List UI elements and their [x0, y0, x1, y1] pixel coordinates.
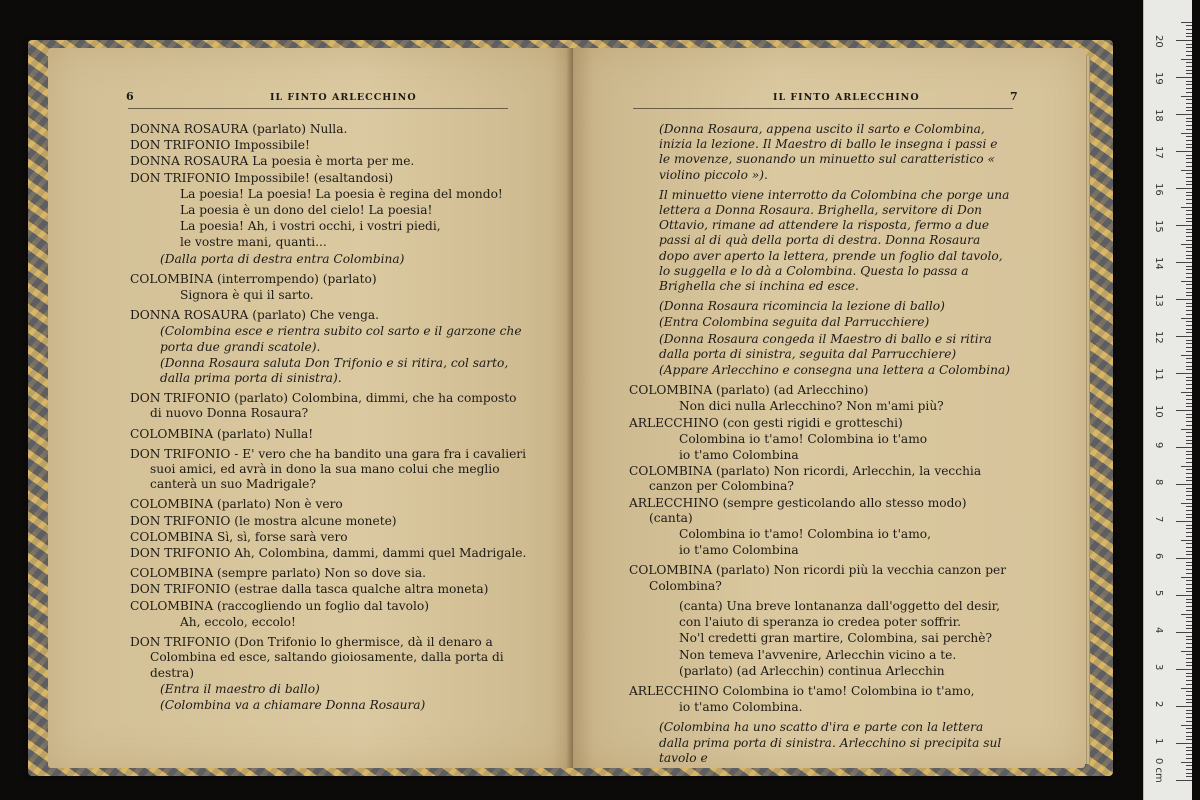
- ruler-tick: [1186, 358, 1192, 359]
- ruler-tick: [1176, 410, 1192, 411]
- ruler-tick: [1186, 155, 1192, 156]
- ruler-tick: [1186, 695, 1192, 696]
- ruler-tick: [1186, 436, 1192, 437]
- ruler-tick: [1186, 44, 1192, 45]
- left-page: [48, 48, 573, 768]
- measuring-ruler: [1143, 0, 1192, 800]
- text-line: (canta) Una breve lontananza dall'oggetto del desir,: [679, 598, 1001, 613]
- ruler-tick: [1186, 162, 1192, 163]
- ruler-tick: [1186, 514, 1192, 515]
- ruler-tick: [1176, 299, 1192, 300]
- text-line: COLOMBINA (parlato) (ad Arlecchino): [629, 383, 869, 398]
- ruler-tick: [1186, 229, 1192, 230]
- ruler-label: 5: [1153, 590, 1164, 597]
- ruler-tick: [1186, 536, 1192, 537]
- text-line: COLOMBINA (parlato) Nulla!: [130, 426, 314, 441]
- ruler-tick: [1186, 343, 1192, 344]
- text-line: No'l credetti gran martire, Colombina, sai perchè?: [679, 631, 992, 646]
- ruler-tick: [1186, 29, 1192, 30]
- ruler-tick: [1186, 765, 1192, 766]
- text-line: COLOMBINA (parlato) Non ricordi, Arlecchin, la vecchia canzon per Colombina?: [629, 464, 982, 494]
- ruler-tick: [1186, 551, 1192, 552]
- ruler-tick: [1186, 510, 1192, 511]
- ruler-tick: [1186, 110, 1192, 111]
- ruler-label: 1: [1153, 738, 1164, 745]
- ruler-tick: [1186, 107, 1192, 108]
- ruler-tick: [1186, 380, 1192, 381]
- ruler-tick: [1181, 614, 1192, 615]
- ruler-tick: [1186, 288, 1192, 289]
- text-line: io t'amo Colombina: [679, 543, 799, 558]
- ruler-tick: [1181, 762, 1192, 763]
- ruler-tick: [1181, 577, 1192, 578]
- stage-direction: (Donna Rosaura, appena uscito il sarto e Colombina, inizia la lezione. Il Maestro di ballo le insegna i passi e le movenze, suonando un minuetto sul caratteristico « violino piccolo »).: [659, 122, 998, 182]
- ruler-tick: [1186, 181, 1192, 182]
- ruler-tick: [1186, 136, 1192, 137]
- ruler-tick: [1176, 114, 1192, 115]
- text-line: Non temeva l'avvenire, Arlecchin vicino a te.: [679, 647, 957, 662]
- ruler-tick: [1186, 665, 1192, 666]
- ruler-tick: [1186, 462, 1192, 463]
- ruler-tick: [1181, 170, 1192, 171]
- ruler-tick: [1181, 725, 1192, 726]
- ruler-tick: [1176, 188, 1192, 189]
- ruler-tick: [1186, 255, 1192, 256]
- ruler-tick: [1176, 558, 1192, 559]
- ruler-tick: [1176, 40, 1192, 41]
- ruler-label: 2: [1153, 701, 1164, 708]
- ruler-tick: [1186, 66, 1192, 67]
- stage-direction: (Colombina va a chiamare Donna Rosaura): [160, 697, 426, 712]
- ruler-tick: [1186, 406, 1192, 407]
- ruler-tick: [1186, 33, 1192, 34]
- ruler-tick: [1186, 736, 1192, 737]
- ruler-tick: [1186, 118, 1192, 119]
- ruler-tick: [1186, 728, 1192, 729]
- ruler-tick: [1186, 610, 1192, 611]
- ruler-tick: [1186, 754, 1192, 755]
- stage-direction: (Entra il maestro di ballo): [160, 681, 320, 696]
- text-line: DON TRIFONIO Impossibile! (esaltandosi): [130, 170, 394, 185]
- ruler-tick: [1176, 521, 1192, 522]
- ruler-label: 7: [1153, 516, 1164, 523]
- ruler-tick: [1186, 292, 1192, 293]
- ruler-label: 17: [1153, 146, 1164, 159]
- ruler-tick: [1186, 395, 1192, 396]
- ruler-tick: [1186, 199, 1192, 200]
- ruler-tick: [1186, 277, 1192, 278]
- ruler-tick: [1186, 721, 1192, 722]
- ruler-tick: [1186, 684, 1192, 685]
- ruler-tick: [1186, 676, 1192, 677]
- stage-direction: (Donna Rosaura saluta Don Trifonio e si ritira, col sarto, dalla prima porta di sinistra).: [160, 355, 509, 386]
- ruler-tick: [1186, 184, 1192, 185]
- ruler-tick: [1186, 414, 1192, 415]
- ruler-tick: [1181, 466, 1192, 467]
- ruler-tick: [1186, 81, 1192, 82]
- ruler-tick: [1186, 210, 1192, 211]
- ruler-tick: [1181, 59, 1192, 60]
- ruler-tick: [1186, 388, 1192, 389]
- ruler-tick: [1176, 743, 1192, 744]
- ruler-tick: [1186, 580, 1192, 581]
- ruler-label: 11: [1153, 368, 1164, 381]
- ruler-tick: [1186, 92, 1192, 93]
- ruler-tick: [1186, 384, 1192, 385]
- ruler-tick: [1186, 266, 1192, 267]
- ruler-tick: [1186, 491, 1192, 492]
- ruler-tick: [1186, 554, 1192, 555]
- text-line: Signora è qui il sarto.: [180, 288, 314, 303]
- right-running-head: IL FINTO ARLECCHINO: [773, 92, 920, 103]
- ruler-tick: [1181, 688, 1192, 689]
- ruler-tick: [1186, 773, 1192, 774]
- ruler-tick: [1186, 121, 1192, 122]
- ruler-tick: [1176, 595, 1192, 596]
- ruler-tick: [1186, 403, 1192, 404]
- stage-direction: (Entra Colombina seguita dal Parrucchiere): [659, 315, 930, 330]
- ruler-tick: [1186, 329, 1192, 330]
- ruler-tick: [1186, 691, 1192, 692]
- ruler-tick: [1186, 25, 1192, 26]
- text-line: Colombina io t'amo! Colombina io t'amo,: [679, 527, 931, 542]
- ruler-tick: [1186, 477, 1192, 478]
- text-line: io t'amo Colombina.: [679, 700, 803, 715]
- ruler-tick: [1186, 55, 1192, 56]
- ruler-tick: [1176, 151, 1192, 152]
- ruler-tick: [1186, 192, 1192, 193]
- stage-direction: (Appare Arlecchino e consegna una lettera a Colombina): [659, 363, 1010, 378]
- text-line: DONNA ROSAURA (parlato) Nulla.: [130, 122, 348, 136]
- ruler-tick: [1186, 680, 1192, 681]
- ruler-tick: [1186, 340, 1192, 341]
- text-line: ARLECCHINO (con gesti rigidi e grotteschi): [629, 415, 903, 430]
- ruler-tick: [1186, 499, 1192, 500]
- ruler-tick: [1186, 62, 1192, 63]
- ruler-tick: [1176, 706, 1192, 707]
- ruler-tick: [1181, 22, 1192, 23]
- ruler-tick: [1186, 495, 1192, 496]
- text-line: Non dici nulla Arlecchino? Non m'ami più?: [679, 399, 944, 414]
- right-page-number: 7: [1010, 90, 1018, 103]
- stage-direction: (Colombina ha uno scatto d'ira e parte con la lettera dalla prima porta di sinistra. Arlecchino si precipita sul tavolo e: [659, 720, 1002, 765]
- stage-direction: (Donna Rosaura congeda il Maestro di ballo e si ritira dalla porta di sinistra, seguita dal Parrucchiere): [659, 331, 992, 361]
- ruler-tick: [1186, 147, 1192, 148]
- ruler-tick: [1181, 355, 1192, 356]
- text-line: Ah, eccolo, eccolo!: [180, 614, 296, 629]
- text-line: COLOMBINA (interrompendo) (parlato): [130, 271, 377, 286]
- ruler-tick: [1186, 617, 1192, 618]
- ruler-label: 3: [1153, 664, 1164, 671]
- text-line: DON TRIFONIO - E' vero che ha bandito una gara fra i cavalieri suoi amici, ed avrà in dono la sua mano colui che meglio canterà un suo Madrigale?: [130, 446, 527, 492]
- text-line: COLOMBINA Sì, sì, forse sarà vero: [130, 529, 348, 544]
- ruler-tick: [1186, 247, 1192, 248]
- text-line: DON TRIFONIO Ah, Colombina, dammi, dammi quel Madrigale.: [130, 546, 527, 561]
- ruler-tick: [1186, 732, 1192, 733]
- ruler-tick: [1186, 36, 1192, 37]
- ruler-tick: [1186, 654, 1192, 655]
- ruler-tick: [1186, 177, 1192, 178]
- text-line: La poesia è un dono del cielo! La poesia!: [180, 203, 433, 218]
- ruler-tick: [1186, 51, 1192, 52]
- ruler-tick: [1186, 602, 1192, 603]
- ruler-tick: [1186, 628, 1192, 629]
- ruler-tick: [1186, 125, 1192, 126]
- ruler-tick: [1186, 662, 1192, 663]
- text-line: DON TRIFONIO (Don Trifonio lo ghermisce, dà il denaro a Colombina ed esce, saltando gioiosamente, dalla porta di destra): [130, 635, 504, 680]
- ruler-tick: [1186, 310, 1192, 311]
- ruler-tick: [1186, 84, 1192, 85]
- text-line: ARLECCHINO Colombina io t'amo! Colombina io t'amo,: [629, 683, 975, 698]
- ruler-tick: [1176, 632, 1192, 633]
- text-line: DON TRIFONIO (estrae dalla tasca qualche altra moneta): [130, 582, 489, 597]
- ruler-tick: [1186, 517, 1192, 518]
- ruler-tick: [1181, 540, 1192, 541]
- ruler-tick: [1181, 207, 1192, 208]
- ruler-tick: [1186, 325, 1192, 326]
- ruler-tick: [1186, 258, 1192, 259]
- ruler-tick: [1186, 443, 1192, 444]
- text-line: DON TRIFONIO Impossibile!: [130, 138, 310, 153]
- ruler-tick: [1186, 573, 1192, 574]
- ruler-tick: [1186, 362, 1192, 363]
- stage-direction: Il minuetto viene interrotto da Colombina che porge una lettera a Donna Rosaura. Brighella, servitore di Don Ottavio, rimane ad attendere la risposta, fermo a due passi al di quà della porta di destra. Donna Rosaura dopo aver aperto la lettera, prende un foglio dal tavolo, lo suggella e lo dà a Colombina. Questa lo passa a Brighella che si inchina ed esce.: [659, 187, 1010, 294]
- ruler-tick: [1186, 221, 1192, 222]
- right-page: [573, 48, 1085, 768]
- ruler-tick: [1186, 303, 1192, 304]
- ruler-tick: [1186, 532, 1192, 533]
- ruler-tick: [1186, 218, 1192, 219]
- text-line: (parlato) (ad Arlecchin) continua Arlecchin: [679, 663, 945, 678]
- ruler-tick: [1186, 547, 1192, 548]
- ruler-tick: [1186, 88, 1192, 89]
- ruler-tick: [1186, 710, 1192, 711]
- ruler-tick: [1186, 625, 1192, 626]
- ruler-tick: [1186, 195, 1192, 196]
- ruler-label: 19: [1153, 72, 1164, 85]
- text-line: COLOMBINA (raccogliendo un foglio dal tavolo): [130, 598, 429, 613]
- ruler-tick: [1186, 366, 1192, 367]
- ruler-label: 20: [1153, 35, 1164, 48]
- ruler-tick: [1186, 351, 1192, 352]
- ruler-tick: [1186, 377, 1192, 378]
- ruler-label: 12: [1153, 331, 1164, 344]
- ruler-label: 6: [1153, 553, 1164, 560]
- ruler-label: 8: [1153, 479, 1164, 486]
- ruler-tick: [1176, 669, 1192, 670]
- ruler-tick: [1181, 651, 1192, 652]
- ruler-tick: [1186, 528, 1192, 529]
- ruler-tick: [1181, 96, 1192, 97]
- ruler-tick: [1186, 747, 1192, 748]
- text-line: COLOMBINA (parlato) Non è vero: [130, 497, 343, 512]
- ruler-tick: [1176, 225, 1192, 226]
- ruler-tick: [1186, 488, 1192, 489]
- ruler-tick: [1186, 469, 1192, 470]
- ruler-label: 15: [1153, 220, 1164, 233]
- left-page-number: 6: [126, 90, 134, 103]
- ruler-tick: [1186, 284, 1192, 285]
- ruler-tick: [1186, 203, 1192, 204]
- ruler-tick: [1186, 399, 1192, 400]
- ruler-tick: [1186, 699, 1192, 700]
- ruler-tick: [1186, 454, 1192, 455]
- ruler-tick: [1181, 244, 1192, 245]
- ruler-tick: [1186, 158, 1192, 159]
- ruler-tick: [1186, 306, 1192, 307]
- ruler-tick: [1181, 503, 1192, 504]
- ruler-tick: [1186, 144, 1192, 145]
- ruler-tick: [1186, 506, 1192, 507]
- ruler-tick: [1186, 606, 1192, 607]
- ruler-tick: [1186, 451, 1192, 452]
- text-line: ARLECCHINO (sempre gesticolando allo stesso modo) (canta): [629, 495, 967, 525]
- ruler-tick: [1186, 562, 1192, 563]
- ruler-tick: [1176, 373, 1192, 374]
- ruler-tick: [1186, 129, 1192, 130]
- ruler-tick: [1186, 621, 1192, 622]
- text-line: io t'amo Colombina: [679, 448, 799, 463]
- ruler-tick: [1186, 166, 1192, 167]
- ruler-tick: [1186, 347, 1192, 348]
- ruler-tick: [1186, 232, 1192, 233]
- ruler-tick: [1186, 421, 1192, 422]
- ruler-tick: [1186, 314, 1192, 315]
- stage-direction: (Donna Rosaura ricomincia la lezione di ballo): [659, 299, 945, 314]
- ruler-tick: [1186, 565, 1192, 566]
- ruler-tick: [1186, 47, 1192, 48]
- ruler-tick: [1186, 643, 1192, 644]
- text-line: Colombina io t'amo! Colombina io t'amo: [679, 431, 928, 446]
- ruler-tick: [1186, 525, 1192, 526]
- ruler-tick: [1176, 336, 1192, 337]
- ruler-tick: [1186, 321, 1192, 322]
- ruler-tick: [1186, 758, 1192, 759]
- ruler-tick: [1186, 140, 1192, 141]
- ruler-tick: [1186, 240, 1192, 241]
- ruler-label: 18: [1153, 109, 1164, 122]
- ruler-label: 0 cm: [1153, 758, 1164, 783]
- text-line: La poesia! Ah, i vostri occhi, i vostri piedi,: [180, 219, 441, 234]
- ruler-tick: [1186, 236, 1192, 237]
- ruler-tick: [1186, 717, 1192, 718]
- text-line: COLOMBINA (parlato) Non ricordi più la vecchia canzon per Colombina?: [629, 563, 1007, 593]
- ruler-tick: [1186, 432, 1192, 433]
- ruler-tick: [1181, 281, 1192, 282]
- right-page-text: [629, 122, 1011, 767]
- ruler-tick: [1181, 318, 1192, 319]
- ruler-tick: [1186, 647, 1192, 648]
- ruler-tick: [1176, 484, 1192, 485]
- ruler-tick: [1181, 429, 1192, 430]
- left-running-head: IL FINTO ARLECCHINO: [270, 92, 417, 103]
- ruler-tick: [1186, 214, 1192, 215]
- text-line: DONNA ROSAURA (parlato) Che venga.: [130, 308, 380, 323]
- right-header-rule: [633, 108, 1013, 109]
- ruler-tick: [1186, 103, 1192, 104]
- ruler-tick: [1186, 295, 1192, 296]
- ruler-label: 16: [1153, 183, 1164, 196]
- ruler-tick: [1186, 73, 1192, 74]
- ruler-tick: [1186, 702, 1192, 703]
- ruler-tick: [1186, 269, 1192, 270]
- ruler-label: 13: [1153, 294, 1164, 307]
- ruler-tick: [1181, 133, 1192, 134]
- ruler-tick: [1176, 262, 1192, 263]
- ruler-label: 9: [1153, 442, 1164, 449]
- ruler-tick: [1186, 251, 1192, 252]
- ruler-tick: [1186, 332, 1192, 333]
- ruler-tick: [1186, 369, 1192, 370]
- text-line: le vostre mani, quanti...: [180, 235, 327, 250]
- ruler-label: 10: [1153, 405, 1164, 418]
- ruler-tick: [1186, 713, 1192, 714]
- ruler-tick: [1176, 447, 1192, 448]
- ruler-tick: [1176, 780, 1192, 781]
- ruler-tick: [1186, 569, 1192, 570]
- ruler-tick: [1176, 77, 1192, 78]
- text-line: DON TRIFONIO (le mostra alcune monete): [130, 513, 397, 528]
- text-line: DON TRIFONIO (parlato) Colombina, dimmi, che ha composto di nuovo Donna Rosaura?: [130, 391, 517, 421]
- text-line: DONNA ROSAURA La poesia è morta per me.: [130, 154, 415, 169]
- ruler-tick: [1186, 599, 1192, 600]
- ruler-tick: [1186, 173, 1192, 174]
- left-header-rule: [128, 108, 508, 109]
- ruler-tick: [1186, 440, 1192, 441]
- ruler-tick: [1186, 750, 1192, 751]
- ruler-tick: [1186, 639, 1192, 640]
- stage-direction: (Dalla porta di destra entra Colombina): [160, 251, 405, 266]
- ruler-tick: [1186, 458, 1192, 459]
- ruler-tick: [1181, 392, 1192, 393]
- text-line: con l'aiuto di speranza io credea poter soffrir.: [679, 615, 962, 630]
- ruler-tick: [1186, 588, 1192, 589]
- ruler-tick: [1186, 417, 1192, 418]
- ruler-tick: [1186, 673, 1192, 674]
- ruler-tick: [1186, 425, 1192, 426]
- text-line: La poesia! La poesia! La poesia è regina del mondo!: [180, 186, 503, 201]
- ruler-tick: [1186, 636, 1192, 637]
- ruler-tick: [1186, 584, 1192, 585]
- ruler-label: 4: [1153, 627, 1164, 634]
- ruler-tick: [1186, 99, 1192, 100]
- ruler-label: 14: [1153, 257, 1164, 270]
- ruler-tick: [1186, 480, 1192, 481]
- ruler-tick: [1186, 473, 1192, 474]
- ruler-tick: [1186, 658, 1192, 659]
- ruler-tick: [1186, 769, 1192, 770]
- ruler-tick: [1186, 776, 1192, 777]
- ruler-tick: [1186, 70, 1192, 71]
- ruler-tick: [1186, 739, 1192, 740]
- stage-direction: (Colombina esce e rientra subito col sarto e il garzone che porta due grandi scatole).: [160, 324, 522, 354]
- ruler-tick: [1186, 543, 1192, 544]
- ruler-tick: [1186, 591, 1192, 592]
- text-line: COLOMBINA (sempre parlato) Non so dove sia.: [130, 566, 426, 581]
- ruler-tick: [1186, 273, 1192, 274]
- left-page-text: [130, 122, 530, 714]
